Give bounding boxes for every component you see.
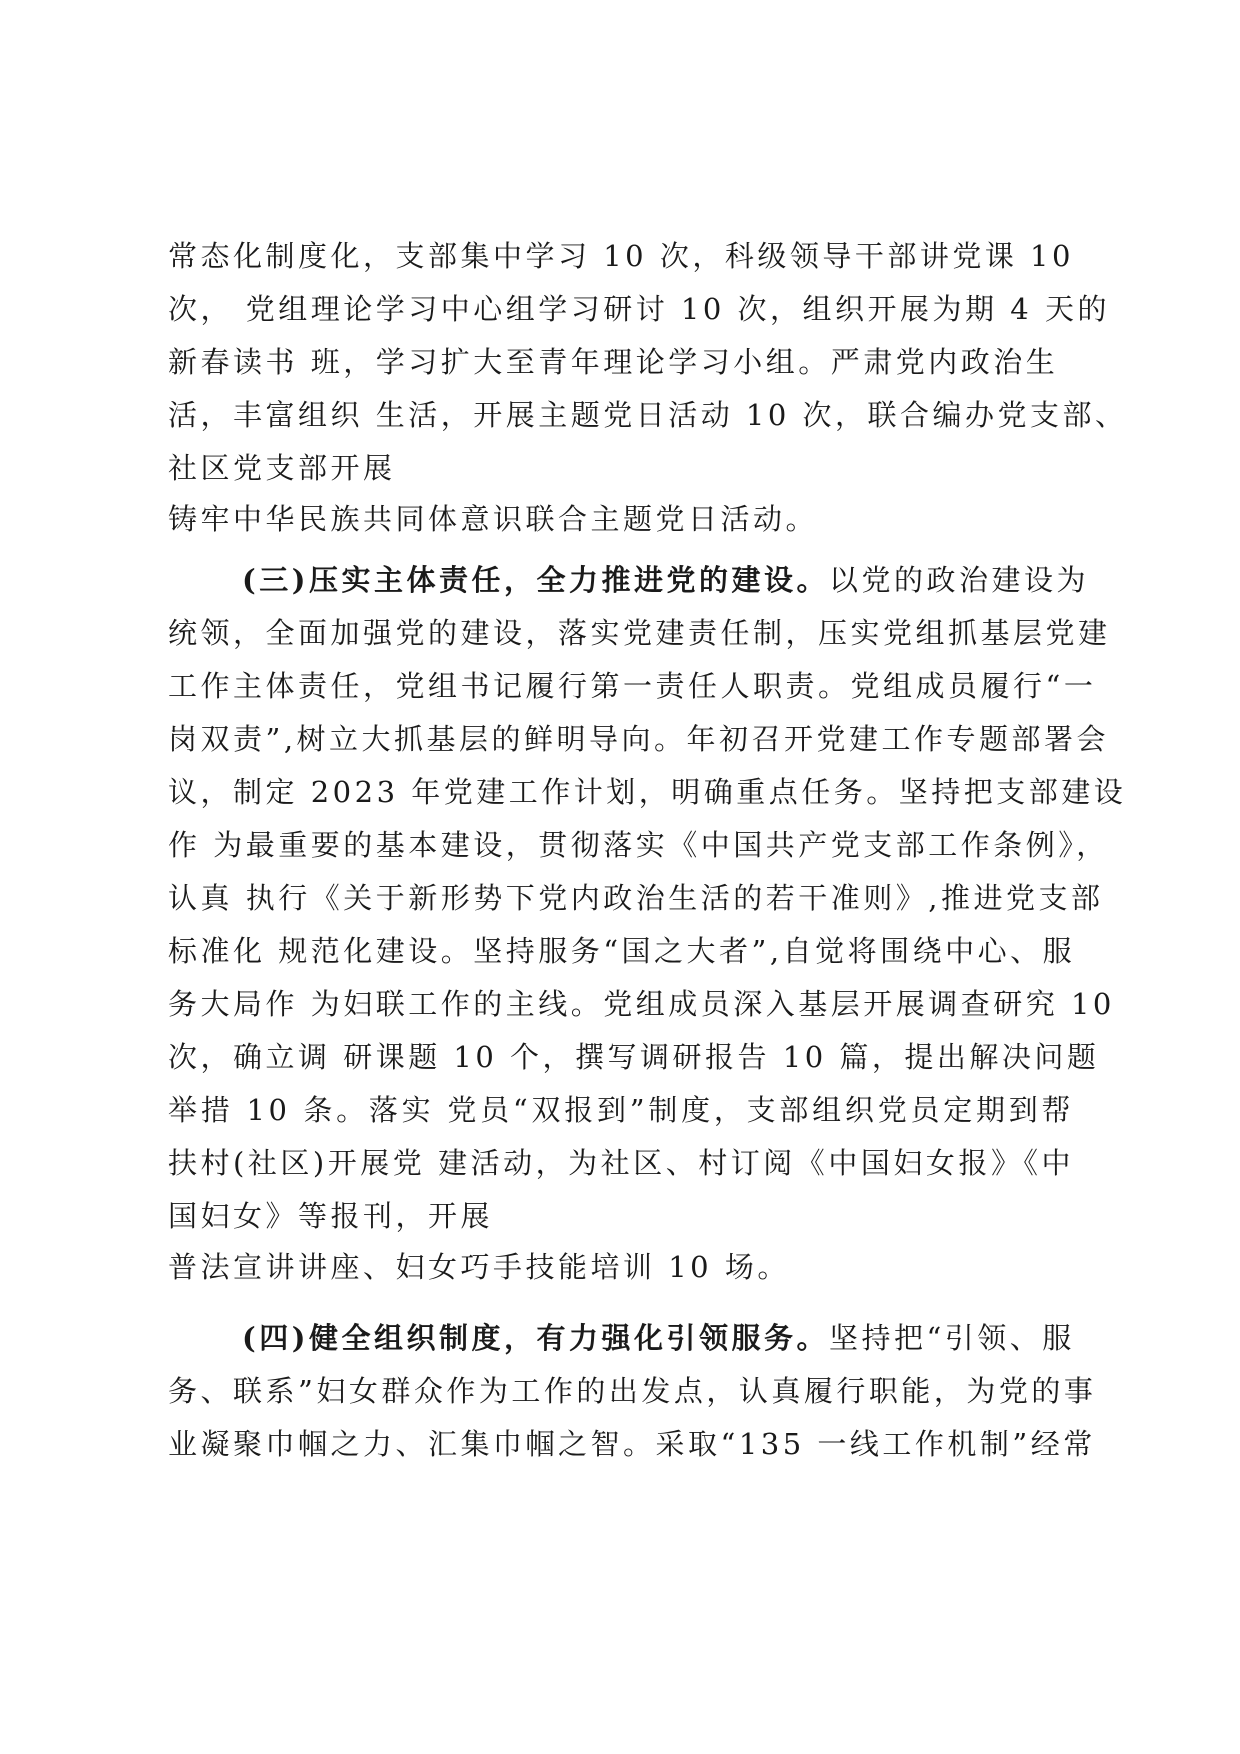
text-line: 统领，全面加强党的建设，落实党建责任制，压实党组抓基层党建 xyxy=(168,616,1111,650)
text-line: 普法宣讲讲座、妇女巧手技能培训 10 场。 xyxy=(168,1250,790,1284)
text-line: 次， 党组理论学习中心组学习研讨 10 次，组织开展为期 4 天的 xyxy=(168,292,1110,326)
text-line: 工作主体责任，党组书记履行第一责任人职责。党组成员履行“一 xyxy=(168,669,1097,703)
text-line: 务大局作 为妇联工作的主线。党组成员深入基层开展调查研究 10 xyxy=(168,987,1115,1021)
text-line: 认真 执行《关于新形势下党内政治生活的若干准则》,推进党支部 xyxy=(168,881,1104,915)
section-3-first-line xyxy=(242,560,1089,600)
section-3-heading: (三)压实主体责任，全力推进党的建设。 xyxy=(242,563,829,597)
text-line: 业凝聚巾帼之力、汇集巾帼之智。采取“135 一线工作机制”经常 xyxy=(168,1427,1096,1461)
text-line: 扶村(社区)开展党 建活动，为社区、村订阅《中国妇女报》《中 xyxy=(168,1146,1074,1180)
text-line: 新春读书 班，学习扩大至青年理论学习小组。严肃党内政治生 xyxy=(168,345,1059,379)
text-line: 标准化 规范化建设。坚持服务“国之大者”,自觉将围绕中心、服 xyxy=(168,934,1076,968)
text-line: 作 为最重要的基本建设，贯彻落实《中国共产党支部工作条例》， xyxy=(168,828,1109,862)
text-line: 社区党支部开展 xyxy=(168,451,396,485)
text-line: 务、联系”妇女群众作为工作的出发点，认真履行职能，为党的事 xyxy=(168,1374,1097,1408)
text-line: 国妇女》等报刊，开展 xyxy=(168,1199,494,1233)
text-line: 岗双责”,树立大抓基层的鲜明导向。年初召开党建工作专题部署会 xyxy=(168,722,1110,756)
section-4-heading: (四)健全组织制度，有力强化引领服务。 xyxy=(242,1321,829,1355)
text-line: 活，丰富组织 生活，开展主题党日活动 10 次，联合编办党支部、 xyxy=(168,398,1128,432)
section-3-first-text: 以党的政治建设为 xyxy=(828,563,1089,597)
text-line: 议，制定 2023 年党建工作计划，明确重点任务。坚持把支部建设 xyxy=(168,775,1127,809)
text-line: 铸牢中华民族共同体意识联合主题党日活动。 xyxy=(168,502,819,536)
text-line: 举措 10 条。落实 党员“双报到”制度，支部组织党员定期到帮 xyxy=(168,1093,1074,1127)
section-4-first-text: 坚持把“引领、服 xyxy=(828,1321,1075,1355)
text-line: 次，确立调 研课题 10 个，撰写调研报告 10 篇，提出解决问题 xyxy=(168,1040,1100,1074)
section-4-first-line xyxy=(242,1318,1075,1358)
text-line: 常态化制度化，支部集中学习 10 次，科级领导干部讲党课 10 xyxy=(168,239,1074,273)
